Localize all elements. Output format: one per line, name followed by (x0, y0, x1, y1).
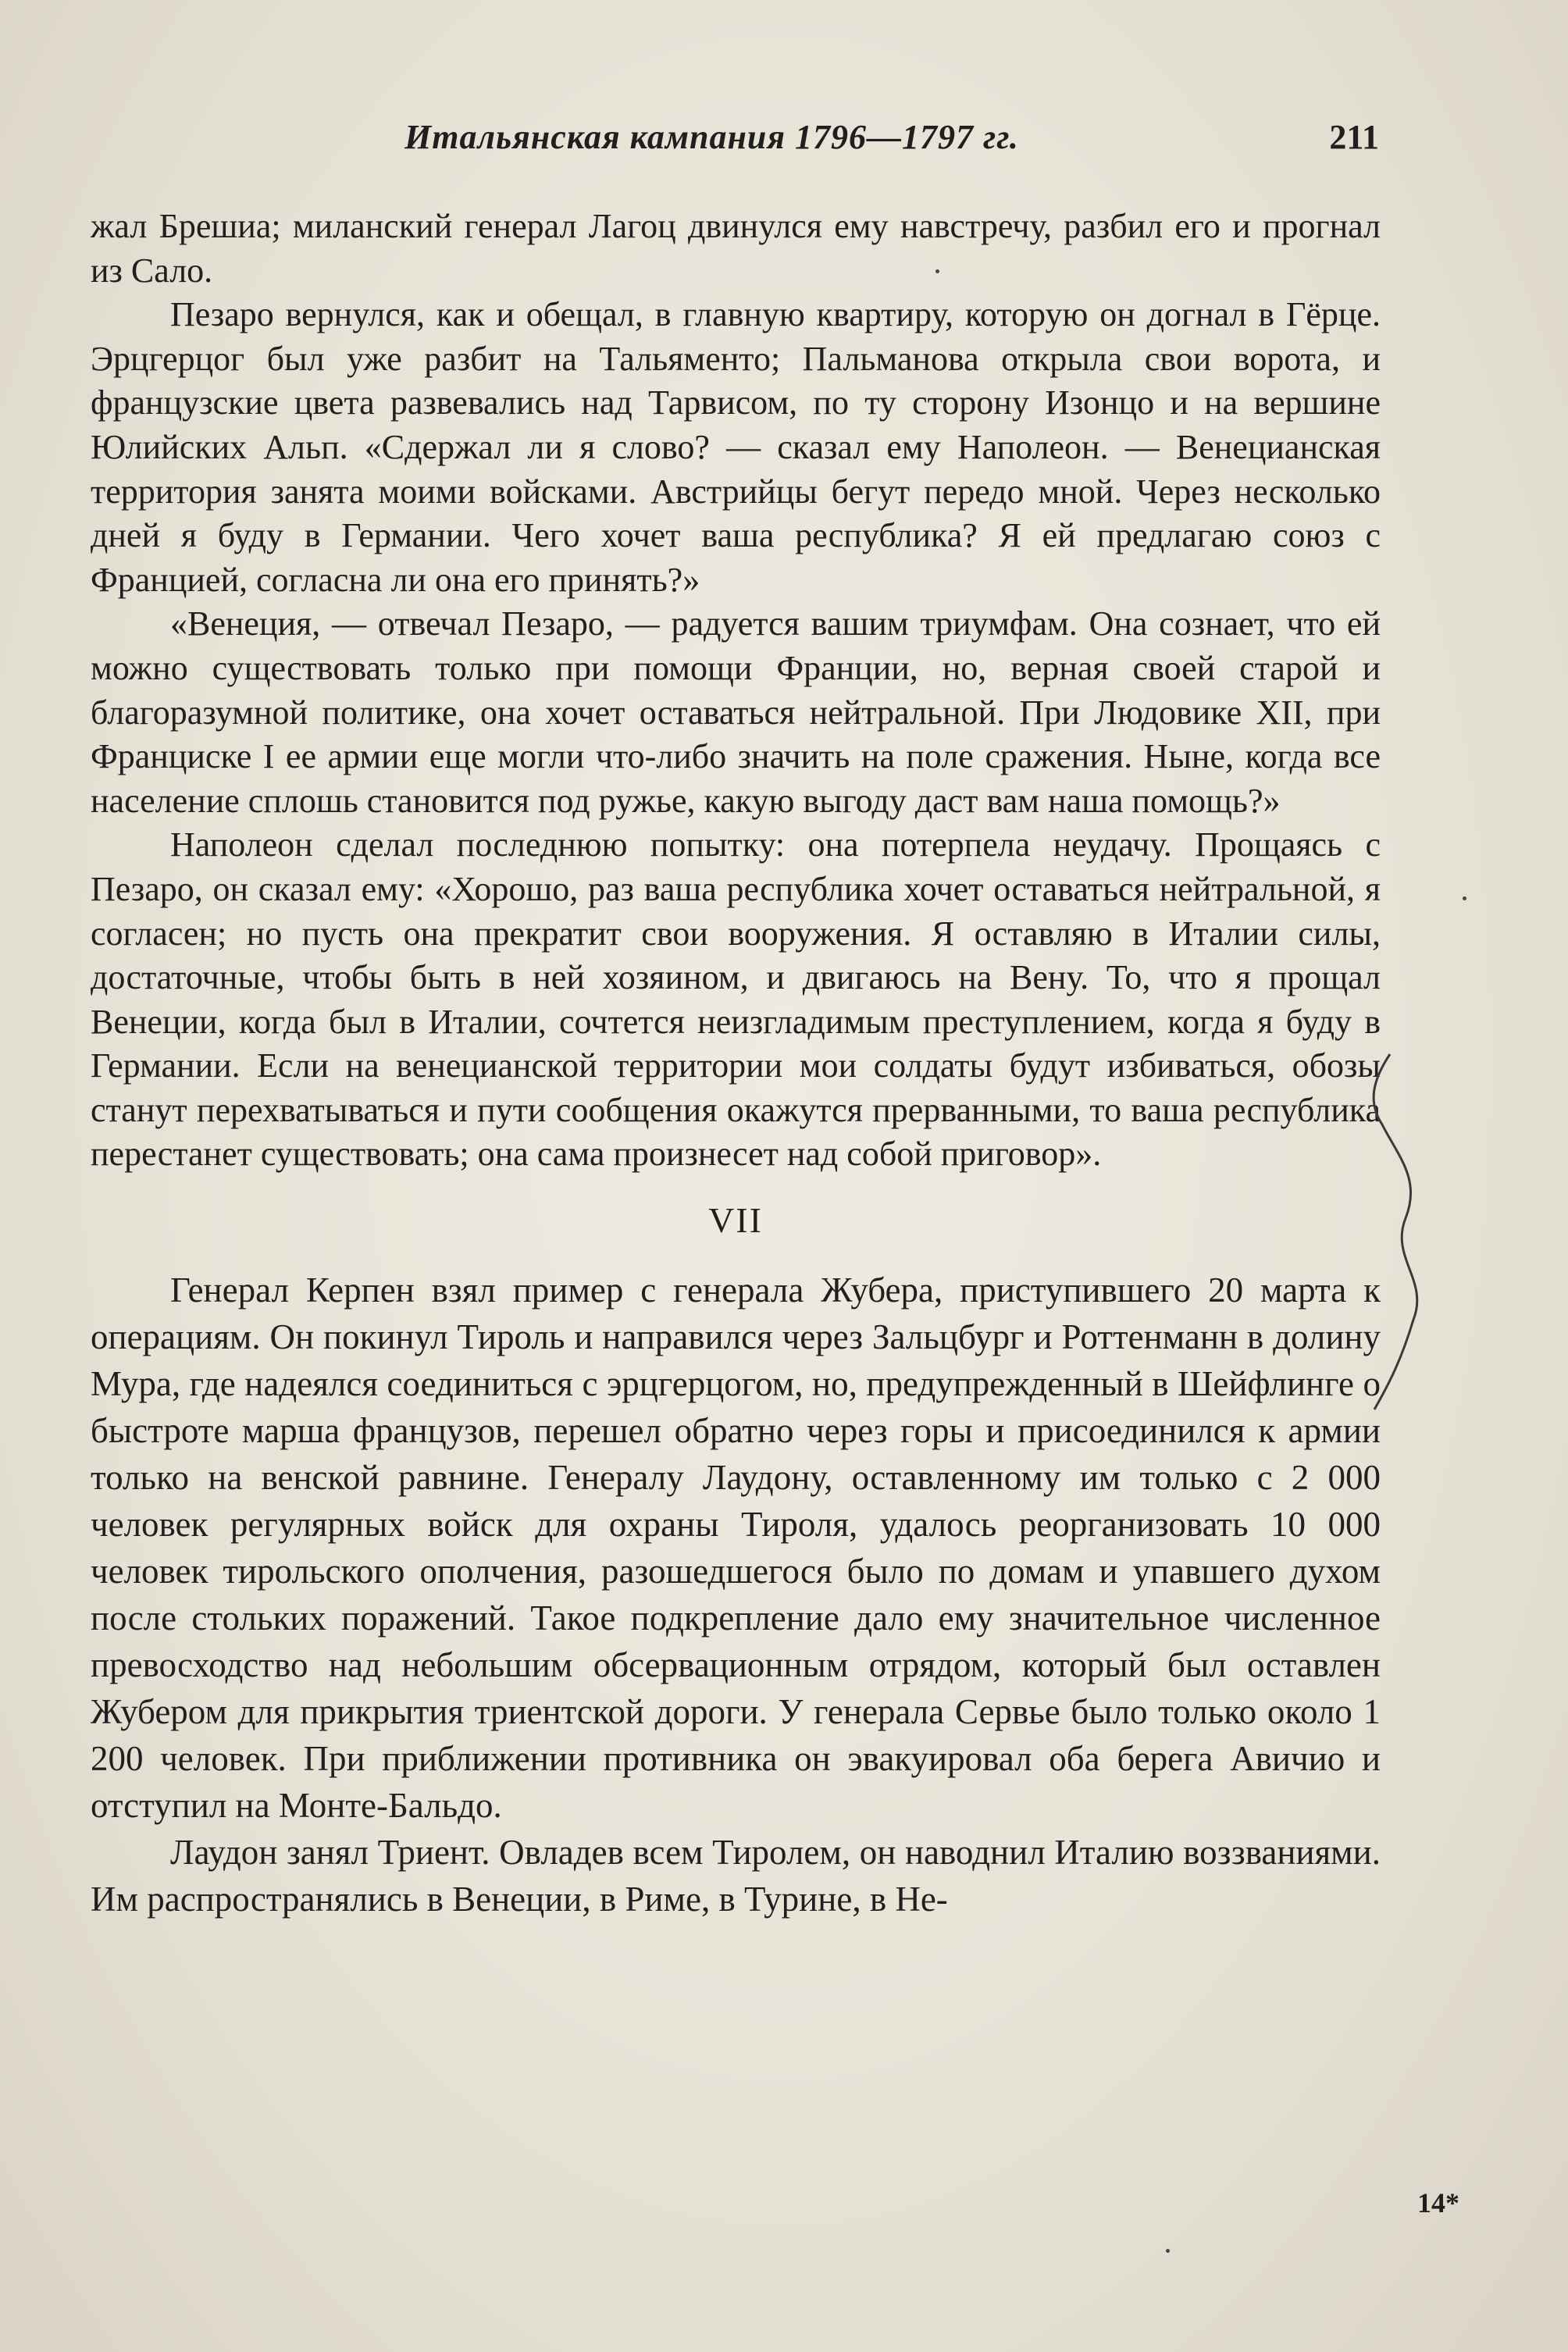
section-body (91, 1267, 1381, 1923)
section-heading: VII (708, 1200, 763, 1241)
page-header (404, 116, 1379, 159)
paragraph: жал Брешиа; миланский генерал Лагоц двинулся ему навстречу, разбил его и прогнал из Сало. (91, 207, 1381, 290)
paper-speck (1166, 2249, 1170, 2253)
body-text (91, 205, 1381, 1923)
signature-mark: 14* (1417, 2187, 1459, 2218)
paper-speck (935, 269, 939, 273)
page-number: 211 (1329, 118, 1379, 156)
margin-bracket-mark (1359, 1046, 1445, 1413)
paragraph: Генерал Керпен взял пример с генерала Жубера, приступившего 20 марта к операциям. Он покинул Тироль и направился через Зальцбург и Роттенманн в долину Мура, где надеялся соединиться с эрцгерцогом, но, предупрежденный в Шейфлинге о быстроте марша французов, перешел обратно через горы и присоединился к армии только на венской равнине. Генералу Лаудону, оставленному им только с 2 000 человек регулярных войск для охраны Тироля, удалось реорганизовать 10 000 человек тирольского ополчения, разошедшегося было по домам и упавшего духом после стольких поражений. Такое подкрепление дало ему значительное численное превосходство над небольшим обсервационным отрядом, который был оставлен Жубером для прикрытия триентской дороги. У генерала Сервье было только около 1 200 человек. При приближении противника он эвакуировал оба берега Авичио и отступил на Монте-Бальдо. (91, 1270, 1381, 1825)
paragraph: Лаудон занял Триент. Овладев всем Тиролем, он наводнил Италию воззваниями. Им распространялись в Венеции, в Риме, в Турине, в Не- (91, 1832, 1381, 1919)
paragraph: «Венеция, — отвечал Пезаро, — радуется вашим триумфам. Она сознает, что ей можно существовать только при помощи Франции, но, верная своей старой и благоразумной политике, она хочет оставаться нейтральной. При Людовике XII, при Франциске I ее армии еще могли что-либо значить на поле сражения. Ныне, когда все население сплошь становится под ружье, какую выгоду даст вам наша помощь?» (91, 604, 1381, 820)
paper-speck (1463, 896, 1466, 900)
paragraph: Пезаро вернулся, как и обещал, в главную квартиру, которую он догнал в Гёрце. Эрцгерцог был уже разбит на Тальяменто; Пальманова открыла свои ворота, и французские цвета развевались над Тарвисом, по ту сторону Изонцо и на вершине Юлийских Альп. «Сдержал ли я слово? — сказал ему Наполеон. — Венецианская территория занята моими войсками. Австрийцы бегут передо мной. Через несколько дней я буду в Германии. Чего хочет ваша республика? Я ей предлагаю союз с Францией, согласна ли она его принять?» (91, 295, 1381, 599)
running-title: Итальянская кампания 1796—1797 гг. (404, 118, 1019, 156)
paragraph: Наполеон сделал последнюю попытку: она потерпела неудачу. Прощаясь с Пезаро, он сказал ему: «Хорошо, раз ваша республика хочет оставаться нейтральной, я согласен; но пусть она прекратит свои вооружения. Я оставляю в Италии силы, достаточные, чтобы быть в ней хозяином, и двигаюсь на Вену. То, что я прощал Венеции, когда был в Италии, сочтется неизгладимым преступлением, когда я буду в Германии. Если на венецианской территории мои солдаты будут избиваться, обозы станут перехватываться и пути сообщения окажутся прерванными, то ваша республика перестанет существовать; она сама произнесет над собой приговор». (91, 825, 1381, 1174)
